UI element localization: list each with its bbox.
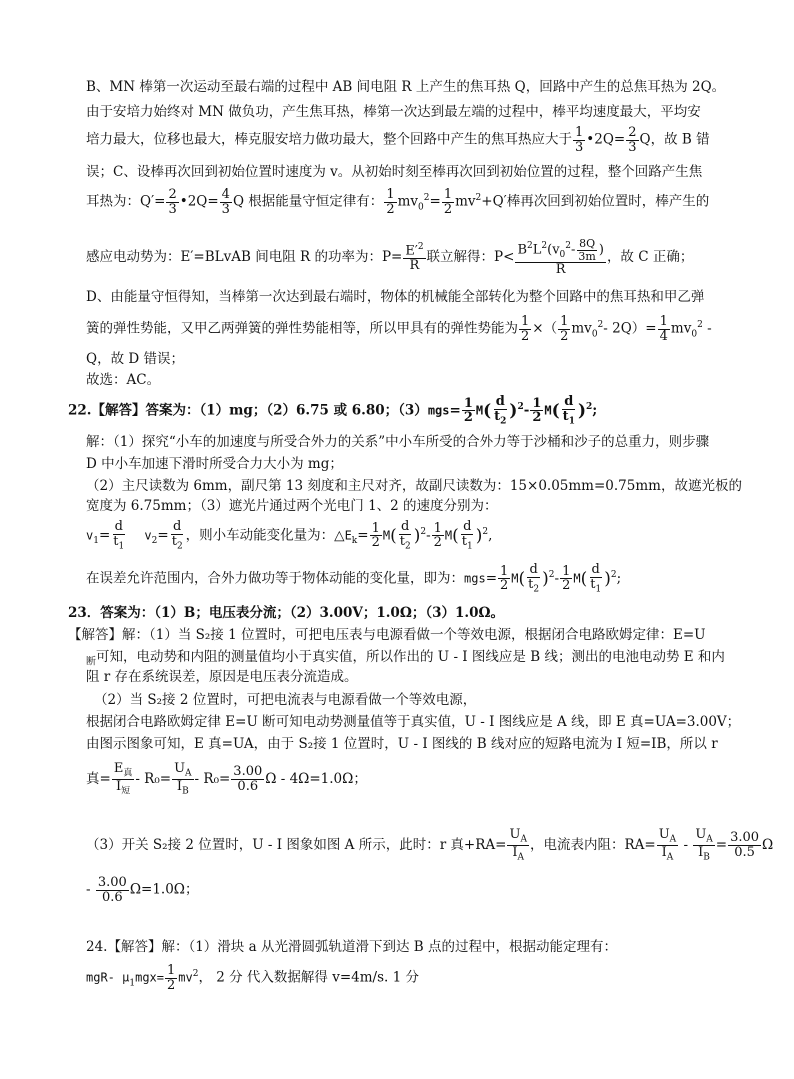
p21-line-7: D、由能量守恒得知，当棒第一次达到最右端时，物体的机械能全部转化为整个回路中的焦耳热和甲乙弹 [86, 289, 705, 305]
p21-line-9: Q，故 D 错误； [86, 351, 184, 367]
p21-line-5: 耳热为：Q′= $\frac{2}{3}$ •2Q= $\frac{4}{3}$ Q 根据能量守恒定律有： $\frac{1}{2}$ $mv_0^2=$ $\frac{1}{2}$ $mv^2+Q'$棒再次回到初始位置时，棒产生的 [86, 187, 710, 217]
p23-sol-5: 根据闭合电路欧姆定律 E=U 断可知电动势测量值等于真实值，U - I 图线应是 A 线，即 E 真=UA=3.00V； [86, 714, 741, 730]
p23-sol-2: $_断$可知，电动势和内阻的测量值均小于真实值，所以作出的 U - I 图线应是 B 线；测出的电池电动势 E 和内 [86, 649, 725, 668]
p21-line-4: 误；C、设棒再次回到初始位置时速度为 v。从初始时刻至棒再次回到初始位置的过程，整个回路产生焦 [86, 164, 703, 180]
p23-sol-1: 【解答】解：（1）当 S₂接 1 位置时，可把电压表与电源看做一个等效电源，根据闭合电路欧姆定律：E=U [68, 627, 706, 643]
p23-sol-9: - $\frac{3.00}{0.6}$ Ω=1.0Ω； [86, 875, 199, 905]
p22-sol-3: （2）主尺读数为 6mm，副尺第 13 刻度和主尺对齐，故副尺读数为：15×0.05mm=0.75mm，故遮光板的 [86, 478, 742, 494]
p23-sol-6: 由图示图象可知，E 真=UA，由于 S₂接 1 位置时，U - I 图线的 B 线对应的短路电流为 I 短=IB，所以 r [86, 736, 718, 752]
p23-sol-4: （2）当 S₂接 2 位置时，可把电流表与电源看做一个等效电源， [94, 692, 477, 708]
p21-line-3: 培力最大，位移也最大，棒克服安培力做功最大，整个回路中产生的焦耳热应大于 $\frac{1}{3}$ •2Q= $\frac{2}{3}$ Q，故 B 错 [86, 125, 710, 155]
p21-line-1: B、MN 棒第一次运动至最右端的过程中 AB 间电阻 R 上产生的焦耳热 Q，回路中产生的总焦耳热为 2Q。 [86, 79, 726, 95]
p21-line-8: 簧的弹性势能，又甲乙两弹簧的弹性势能相等，所以甲具有的弹性势能为 $\frac{1}{2}$ ×（ $\frac{1}{2}$ $mv_0^2-$ 2Q）= $\frac{1}{4}$ $mv_0^2$ - [86, 314, 712, 344]
p22-heading: 22.【解答】答案为：（1）mg；（2）6.75 或 6.80；（3）mgs= $\frac{1}{2}$ M( $\frac{d}{t_2}$ )$^2$- $\frac{1}{2}$ M( $\frac{d}{t_1}$ )$^2$; [68, 394, 598, 427]
p23-sol-7: 真= $E_真$ $I_短$ - R₀= $\frac{U_A}{I_B}$ - R₀= $\frac{3.00}{0.6}$ Ω - 4Ω=1.0Ω； [86, 761, 367, 797]
p24-sol-1: mgR- $\mu_1mgx=$ $\frac{1}{2}$ $mv^2$， 2 分 代入数据解得 v=4m/s. 1 分 [86, 963, 419, 993]
p21-line-2: 由于安培力始终对 MN 做负功，产生焦耳热，棒第一次达到最左端的过程中，棒平均速度最大，平均安 [86, 104, 701, 120]
p22-sol-4: 宽度为 6.75mm；（3）遮光片通过两个光电门 1、2 的速度分别为： [86, 498, 498, 514]
p22-sol-5: $v_1=$ $\frac{d}{t_1}$ $v_2=$ $\frac{d}{t_2}$ ，则小车动能变化量为：$\triangle E_k=$ $\frac{1}{2}$ M( $\frac{d}{t_2}$ )$^2$- $\frac{1}{2}$ M( $\frac{d}{t_1}$ )$^2$, [86, 519, 493, 552]
p21-line-10: 故选：AC。 [86, 372, 161, 388]
p24-heading: 24.【解答】解：（1）滑块 a 从光滑圆弧轨道滑下到达 B 点的过程中，根据动能定理有： [86, 939, 617, 955]
p23-sol-3: 阻 r 存在系统误差，原因是电压表分流造成。 [86, 669, 358, 685]
p21-line-6: 感应电动势为：E′=BLvAB 间电阻 R 的功率为：P= $\frac{E'^2}{R}$ 联立解得：P< $B^2L^2(v_0^2-$ $\frac{8Q}{3m}$ ) R ，故 C 正确； [86, 237, 694, 278]
p23-heading: 23．答案为：（1）B；电压表分流；（2）3.00V；1.0Ω；（3）1.0Ω。 [68, 605, 504, 621]
p22-sol-2: D 中小车加速下滑时所受合力大小为 mg； [86, 456, 343, 472]
p23-sol-8: （3）开关 S₂接 2 位置时，U - I 图象如图 A 所示，此时：r 真+RA= $\frac{U_A}{I_A}$ ，电流表内阻：RA= $\frac{U_A}{I_A}$ - $\frac{U_A}{I_B}$ = $\frac{3.00}{0.5}$ Ω [86, 827, 774, 863]
p22-sol-1: 解：（1）探究“小车的加速度与所受合外力的关系”中小车所受的合外力等于沙桶和沙子的总重力，则步骤 [86, 434, 710, 450]
p22-sol-6: 在误差允许范围内，合外力做功等于物体动能的变化量，即为：mgs= $\frac{1}{2}$ M( $\frac{d}{t_2}$ )$^2$- $\frac{1}{2}$ M( $\frac{d}{t_1}$ )$^2$; [86, 562, 622, 595]
